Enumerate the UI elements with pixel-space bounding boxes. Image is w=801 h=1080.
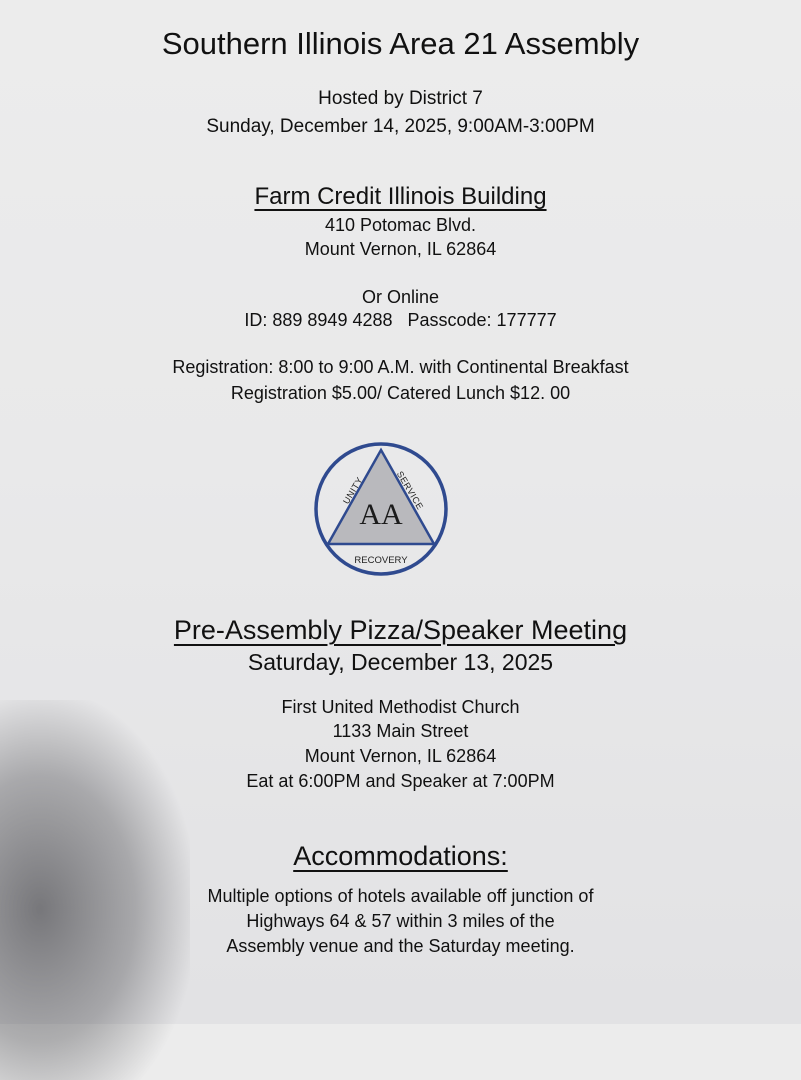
- aa-logo: [312, 440, 450, 578]
- logo-unity-text: UNITY: [341, 475, 365, 506]
- pre-assembly-city: Mount Vernon, IL 62864: [304, 746, 497, 766]
- accommodations-line-3: Assembly venue and the Saturday meeting.: [226, 936, 575, 956]
- host-line: Hosted by District 7: [318, 88, 483, 109]
- venue-street: 410 Potomac Blvd.: [324, 215, 477, 235]
- logo-recovery-text: RECOVERY: [354, 555, 408, 566]
- venue-name: Farm Credit Illinois Building: [254, 183, 547, 210]
- pre-assembly-street: 1133 Main Street: [332, 721, 469, 741]
- logo-center-text: AA: [359, 498, 403, 531]
- accommodations-title: Accommodations:: [293, 841, 508, 871]
- accommodations-line-1: Multiple options of hotels available off junction of: [207, 886, 594, 906]
- pre-assembly-times: Eat at 6:00PM and Speaker at 7:00PM: [246, 771, 555, 791]
- venue-city: Mount Vernon, IL 62864: [304, 239, 497, 259]
- registration-line-1: Registration: 8:00 to 9:00 A.M. with Continental Breakfast: [172, 357, 629, 377]
- pre-assembly-title: Pre-Assembly Pizza/Speaker Meeting: [173, 615, 628, 645]
- registration-line-2: Registration $5.00/ Catered Lunch $12. 00: [230, 383, 571, 403]
- logo-service-text: SERVICE: [394, 469, 426, 512]
- pre-assembly-place: First United Methodist Church: [281, 697, 520, 717]
- pre-assembly-date: Saturday, December 13, 2025: [247, 649, 554, 675]
- online-credentials: ID: 889 8949 4288 Passcode: 177777: [244, 310, 557, 330]
- flyer-title: Southern Illinois Area 21 Assembly: [161, 26, 640, 61]
- accommodations-line-2: Highways 64 & 57 within 3 miles of the: [246, 911, 555, 931]
- assembly-date-time: Sunday, December 14, 2025, 9:00AM-3:00PM: [206, 116, 595, 137]
- online-label: Or Online: [361, 287, 440, 307]
